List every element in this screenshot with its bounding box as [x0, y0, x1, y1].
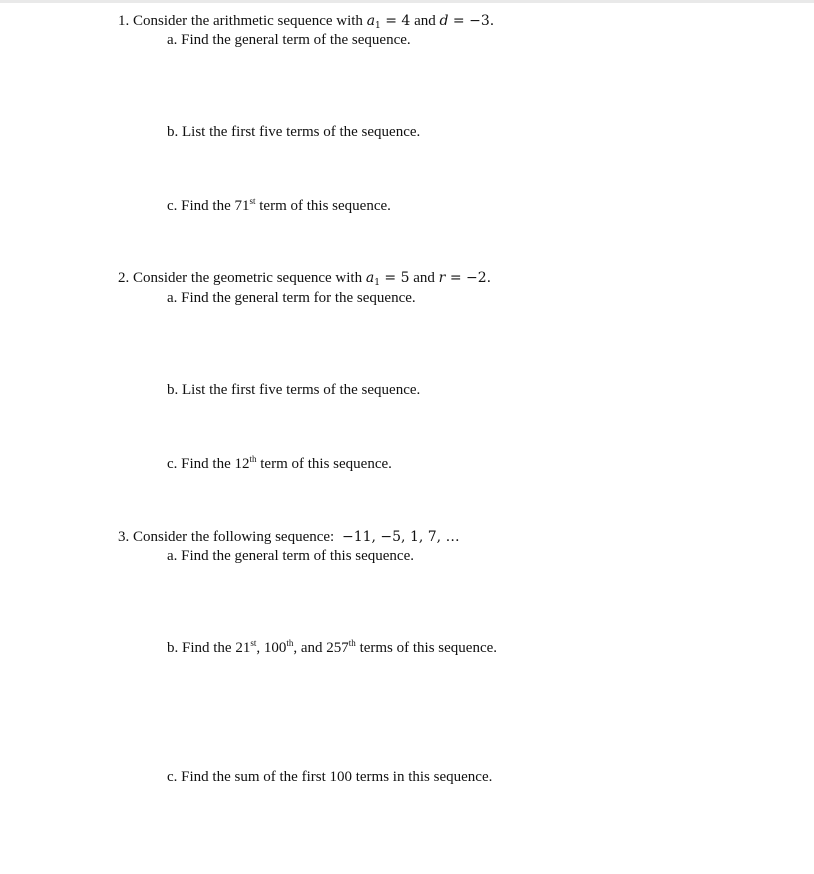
question-3c: c. Find the sum of the first 100 terms in this sequence. — [167, 769, 493, 785]
math-var-a: a — [366, 13, 376, 29]
question-2c-text: c. Find the 12 — [167, 456, 250, 472]
question-2-and: and — [413, 270, 435, 286]
question-1-prompt — [118, 12, 494, 30]
question-1-number: 1. — [118, 13, 130, 29]
math-equals-value: = −3 — [452, 13, 490, 29]
question-3a: a. Find the general term of this sequence. — [167, 548, 415, 564]
question-2-prompt — [118, 269, 491, 287]
question-1c-text-end: term of this sequence. — [259, 198, 391, 214]
question-1-lead: Consider the arithmetic sequence with — [133, 13, 363, 29]
question-3b-text: b. Find the 21 — [167, 640, 251, 656]
question-3b-text-end: terms of this sequence. — [359, 640, 498, 656]
question-3b-text-mid: , 100 — [256, 640, 287, 656]
question-1-first-term — [367, 13, 411, 29]
question-1-common-difference — [440, 13, 490, 29]
ordinal-suffix: th — [348, 638, 356, 648]
ordinal-suffix: th — [286, 638, 294, 648]
question-2-number: 2. — [118, 270, 130, 286]
period: . — [486, 270, 492, 286]
question-2a: a. Find the general term for the sequence. — [167, 290, 416, 306]
period: . — [489, 13, 495, 29]
question-1a: a. Find the general term of the sequence. — [167, 32, 411, 48]
question-1-and: and — [414, 13, 436, 29]
math-subscript: 1 — [375, 21, 381, 31]
question-3b-text-mid: , and 257 — [293, 640, 349, 656]
question-2-common-ratio — [439, 270, 487, 286]
math-var-r: r — [438, 270, 446, 286]
ordinal-suffix: st — [250, 638, 257, 648]
question-3-number: 3. — [118, 529, 130, 545]
question-1b: b. List the first five terms of the sequence. — [167, 124, 421, 140]
math-subscript: 1 — [374, 278, 380, 288]
question-2c-text-end: term of this sequence. — [260, 456, 392, 472]
math-var-d: d — [439, 13, 449, 29]
math-equals-value: = −2 — [449, 270, 487, 286]
question-3-sequence: −11, −5, 1, 7, … — [341, 529, 460, 545]
math-equals-value: = 4 — [385, 13, 411, 29]
question-2-lead: Consider the geometric sequence with — [133, 270, 363, 286]
question-2c — [167, 455, 392, 473]
question-2-first-term — [366, 270, 410, 286]
page-top-border — [0, 0, 814, 3]
question-3-lead: Consider the following sequence: — [133, 529, 335, 545]
question-3-prompt — [118, 528, 460, 546]
math-equals-value: = 5 — [384, 270, 410, 286]
ordinal-suffix: th — [249, 454, 257, 464]
question-3b — [167, 639, 497, 657]
question-1c — [167, 197, 391, 215]
math-var-a: a — [365, 270, 375, 286]
question-2b: b. List the first five terms of the sequence. — [167, 382, 421, 398]
question-1c-text: c. Find the 71 — [167, 198, 250, 214]
ordinal-suffix: st — [249, 196, 256, 206]
